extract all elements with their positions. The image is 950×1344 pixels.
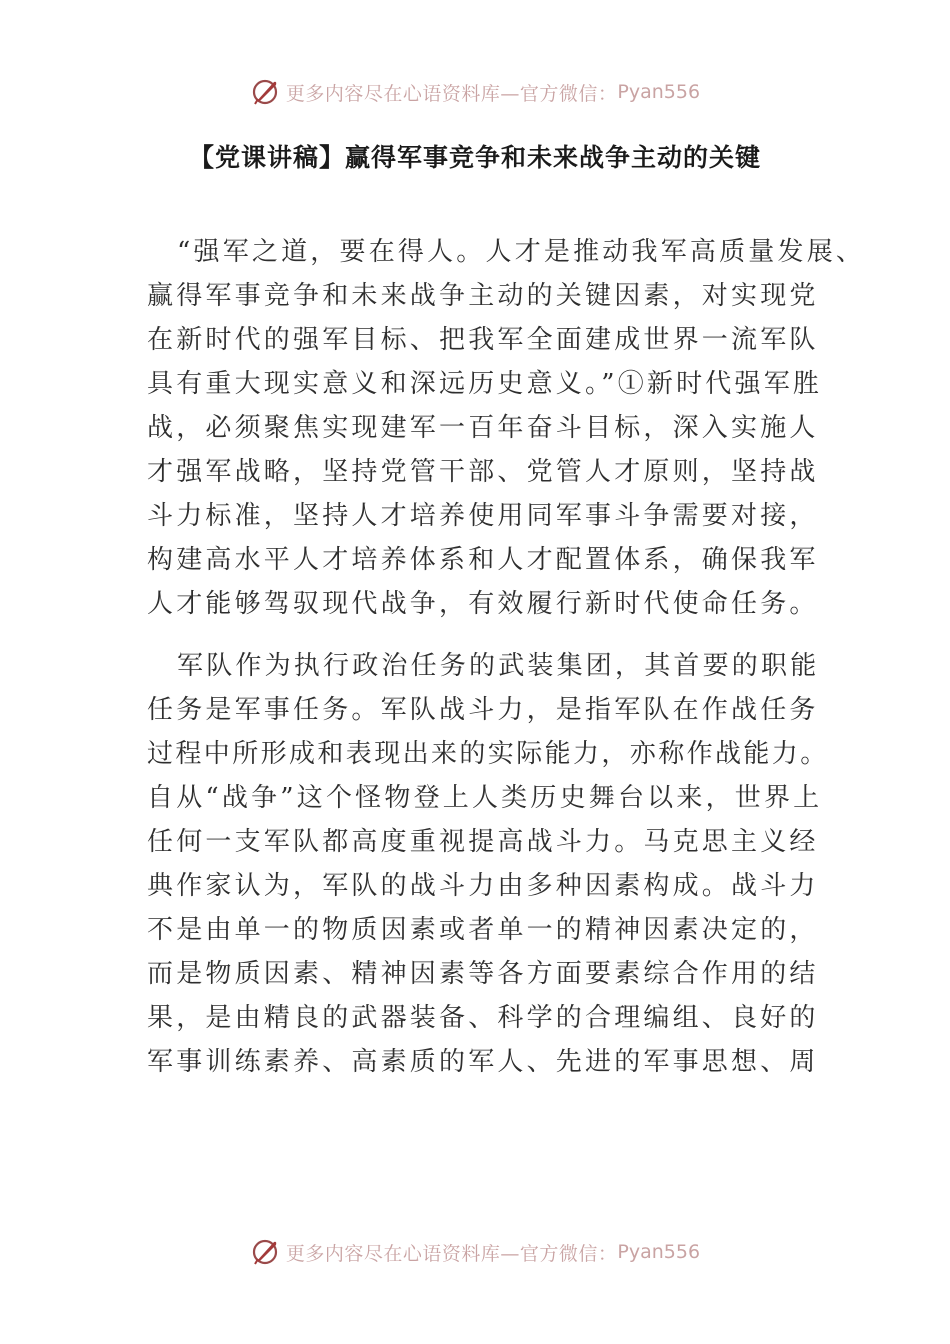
paragraph-line: 军队作为执行政治任务的武装集团，其首要的职能 [177, 651, 820, 681]
paragraph-line: 斗力标准，坚持人才培养使用同军事斗争需要对接， [147, 501, 819, 531]
banner-slogan: 更多内容尽在心语资料库—官方微信： [285, 1242, 618, 1265]
paragraph-line: 军事训练素养、高素质的军人、先进的军事思想、周 [147, 1047, 819, 1077]
paragraph-line: 在新时代的强军目标、把我军全面建成世界一流军队 [147, 325, 819, 355]
paragraph-line: 典作家认为，军队的战斗力由多种因素构成。战斗力 [147, 871, 819, 901]
paragraph-2 [147, 644, 829, 1084]
paragraph-line: 任何一支军队都高度重视提高战斗力。马克思主义经 [147, 827, 819, 857]
paragraph-line: “强军之道，要在得人。人才是推动我军高质量发展、 [177, 237, 866, 267]
document-title: 【党课讲稿】赢得军事竞争和未来战争主动的关键 [188, 143, 761, 172]
paragraph-line: 构建高水平人才培养体系和人才配置体系，确保我军 [147, 545, 819, 575]
paragraph-line: 战，必须聚焦实现建军一百年奋斗目标，深入实施人 [147, 413, 819, 443]
paragraph-line: 而是物质因素、精神因素等各方面要素综合作用的结 [147, 959, 819, 989]
paragraph-1 [147, 230, 866, 626]
banner-wechat-id: Pyan556 [617, 81, 701, 103]
banner-wechat-id: Pyan556 [617, 1241, 701, 1263]
document-body [147, 230, 866, 1102]
header-banner [0, 72, 950, 112]
paragraph-line: 人才能够驾驭现代战争，有效履行新时代使命任务。 [147, 589, 819, 619]
paragraph-line: 不是由单一的物质因素或者单一的精神因素决定的， [147, 915, 819, 945]
paragraph-line: 赢得军事竞争和未来战争主动的关键因素，对实现党 [147, 281, 819, 311]
quill-circle-icon [250, 77, 280, 107]
quill-circle-icon [250, 1237, 280, 1267]
footer-banner [0, 1232, 950, 1272]
paragraph-line: 过程中所形成和表现出来的实际能力，亦称作战能力。 [147, 739, 829, 769]
paragraph-line: 才强军战略，坚持党管干部、党管人才原则，坚持战 [147, 457, 819, 487]
paragraph-line: 果，是由精良的武器装备、科学的合理编组、良好的 [147, 1003, 819, 1033]
paragraph-line: 具有重大现实意义和深远历史意义。”①新时代强军胜 [147, 369, 823, 399]
paragraph-line: 自从“战争”这个怪物登上人类历史舞台以来，世界上 [147, 783, 823, 813]
paragraph-line: 任务是军事任务。军队战斗力，是指军队在作战任务 [147, 695, 819, 725]
banner-slogan: 更多内容尽在心语资料库—官方微信： [285, 82, 618, 105]
